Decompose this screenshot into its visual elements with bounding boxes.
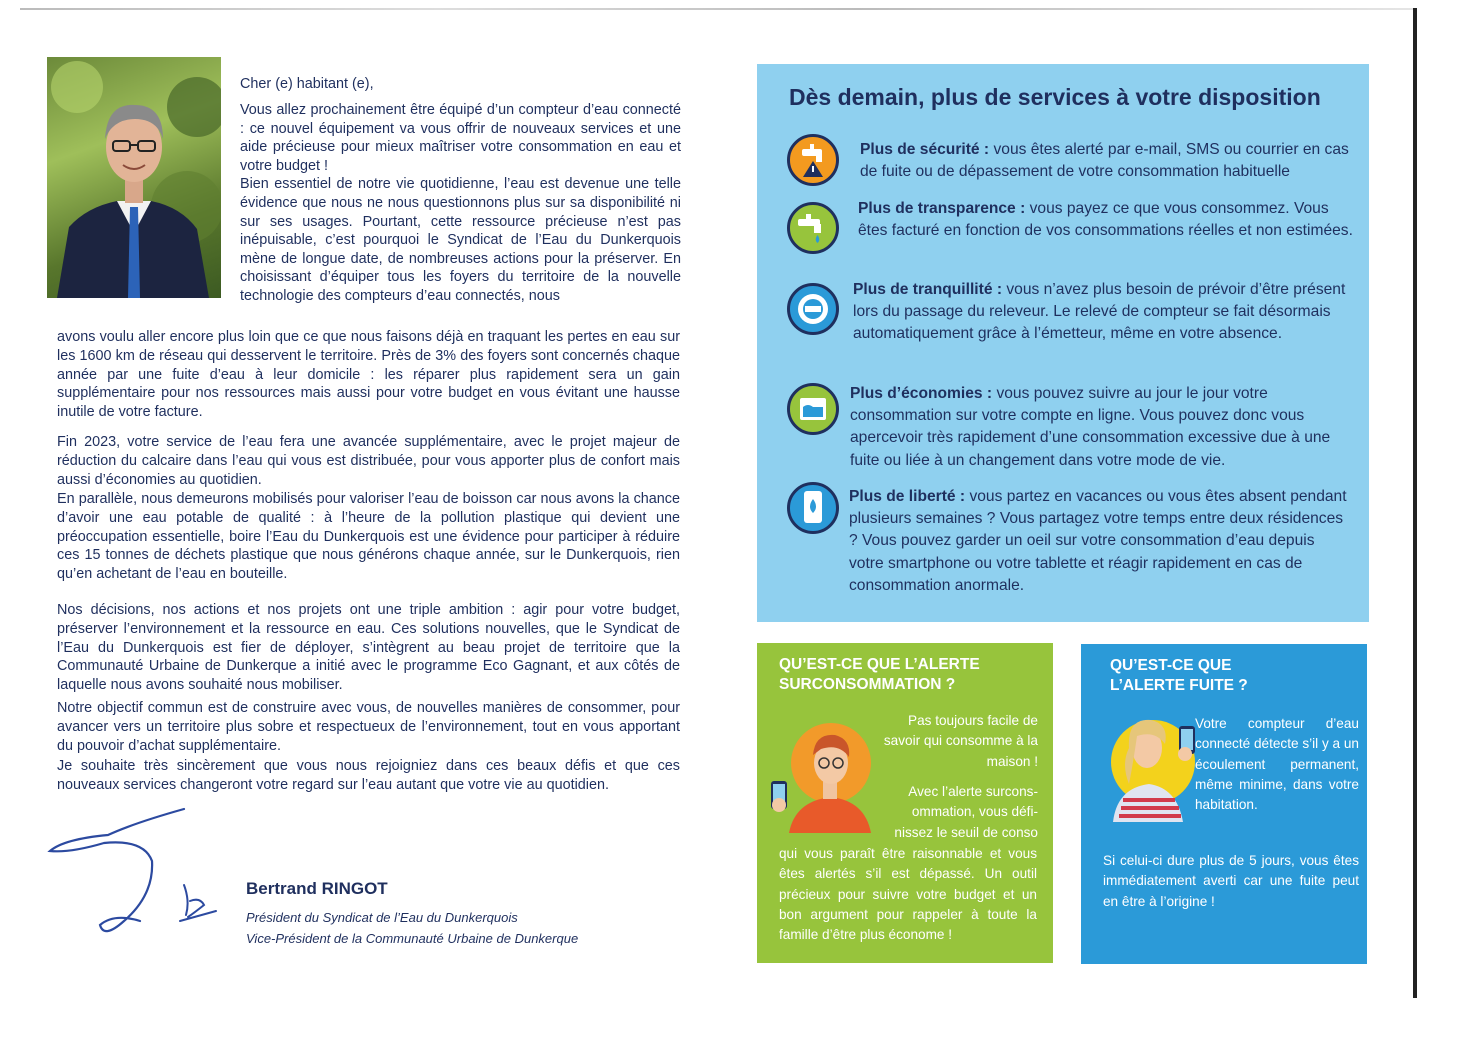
service-heading: Plus de tranquillité : bbox=[853, 281, 1003, 298]
leak-title bbox=[1110, 656, 1248, 696]
services-panel bbox=[757, 64, 1369, 622]
letter-paragraph-intro bbox=[240, 101, 681, 306]
signatory-role: Vice-Président de la Communauté Urbaine de Dunkerque bbox=[246, 931, 579, 946]
box-title-line: SURCONSOMMATION ? bbox=[779, 676, 956, 693]
letter-paragraph: avons voulu aller encore plus loin que ce que nous faisons déjà en traquant les pertes en eau sur les 1600 km de réseau qui desservent le territoire. Près de 3% des foyers sont concernés chaque année par une fuite d’eau à leur domicile : les réparer plus rapidement sera un gain supplémentaire pour nos ressources mais aussi pour votre budget en vous évitant une hausse inutile de votre facture. bbox=[57, 329, 680, 420]
leak-text: Si celui-ci dure plus de 5 jours, vous êtes immédiatement averti car une fuite peut en être à l’origine ! bbox=[1103, 853, 1359, 909]
letter-paragraph: Bien essentiel de notre vie quotidienne, l’eau est devenue une telle évidence que nous ne nous questionnons plus sur sa disponibilité ni sur ses usages. Pourtant, cette ressource précieuse n’est pas inépuisable, c’est pourquoi le Syndicat de l’Eau du Dunkerquois mène de longue date, de nombreuses actions pour la préserver. En choisissant d’équiper tous les foyers du territoire de la nouvelle technologie des compteurs d’eau connectés, nous bbox=[240, 176, 681, 304]
handwritten-signature bbox=[44, 805, 224, 945]
leak-text: Votre compteur d’eau connecté détecte s’il y a un écoulement permanent, même minime, dans votre habitation. bbox=[1195, 716, 1359, 813]
overconsumption-text: qui vous paraît être raisonnable et vous êtes alertés s’il est dépassé. Un outil précieux pour suivre votre budget et un bon argument pour rappeler à toute la famille d’être plus économe ! bbox=[779, 846, 1037, 943]
water-tap-alert-icon bbox=[787, 134, 839, 186]
signatory-name: Bertrand RINGOT bbox=[246, 879, 388, 898]
signatory-role: Président du Syndicat de l’Eau du Dunkerquois bbox=[246, 910, 518, 925]
service-item-transparency bbox=[858, 198, 1358, 242]
letter-paragraph: En parallèle, nous demeurons mobilisés pour valoriser l’eau de boisson car nous avons la chance d’avoir une eau potable de qualité : à l’heure de la pollution plastique qui devient une préoccupation essentielle, boire l’Eau du Dunkerquois est une évidence pour participer à réduire ces 15 tonnes de déchets plastique que nous générons chaque année, sur le Dunkerquois, rien qu’en achetant de l’eau en bouteille. bbox=[57, 491, 680, 582]
letter-paragraph: Nos décisions, nos actions et nos projets ont une triple ambition : agir pour votre budget, préserver l’environnement et la ressource en eau. Ces solutions nouvelles, que le Syndicat de l’Eau du Dunkerquois est fier de déployer, s’intègrent au beau projet de territoire que la Communauté Urbaine de Dunkerque a initié avec le programme Eco Gagnant, et aux côtés de laquelle nous avons souhaité nous mobiliser. bbox=[57, 602, 680, 693]
overconsumption-text: Avec l’alerte surcons-ommation, vous défi-nissez le seuil de conso bbox=[894, 784, 1038, 840]
service-heading: Plus d’économies : bbox=[850, 385, 993, 402]
box-title-line: QU’EST-CE QUE L’ALERTE bbox=[779, 656, 980, 673]
water-meter-icon bbox=[787, 283, 839, 335]
overconsumption-alert-box bbox=[757, 643, 1053, 963]
service-item-economies bbox=[850, 383, 1350, 472]
letter-paragraph: Vous allez prochainement être équipé d’un compteur d’eau connecté : ce nouvel équipement va vous offrir de nouveaux services et une aide précieuse pour mieux maîtriser votre consommation en eau et votre budget ! bbox=[240, 102, 681, 174]
letter-paragraph: Notre objectif commun est de construire avec vous, de nouvelles manières de consommer, pour avancer vers un territoire plus sobre et respectueux de l’environnement, tout en vous apportant du pouvoir d’achat supplémentaire. bbox=[57, 700, 680, 754]
service-item-liberty bbox=[849, 486, 1349, 597]
letter-paragraph: Fin 2023, votre service de l’eau fera une avancée supplémentaire, avec le projet majeur de réduction du calcaire dans l’eau qui vous est distribuée, pour vous apporter plus de confort mais aussi d’économies au quotidien. bbox=[57, 434, 680, 488]
letter-paragraph: Je souhaite très sincèrement que vous nous rejoigniez dans ces beaux défis et que ces nouveaux services changeront votre regard sur l’eau autant que votre vie au quotidien. bbox=[57, 758, 680, 793]
water-tap-icon bbox=[787, 202, 839, 254]
service-description: vous payez ce que vous consommez. Vous êtes facturé en fonction de vos consommations réelles et non estimées. bbox=[858, 200, 1353, 240]
letter-greeting: Cher (e) habitant (e), bbox=[240, 76, 374, 93]
water-level-icon bbox=[787, 383, 839, 435]
overconsumption-title bbox=[779, 655, 980, 695]
overconsumption-text: Pas toujours facile de savoir qui consomme à la maison ! bbox=[883, 713, 1038, 769]
scan-edge-right bbox=[1413, 8, 1417, 998]
service-item-security bbox=[860, 139, 1360, 183]
leak-alert-box bbox=[1081, 644, 1367, 964]
box-title-line: L’ALERTE FUITE ? bbox=[1110, 677, 1248, 694]
scan-edge-top bbox=[20, 8, 1415, 10]
smartphone-drop-icon bbox=[787, 482, 839, 534]
box-title-line: QU’EST-CE QUE bbox=[1110, 657, 1232, 674]
service-heading: Plus de sécurité : bbox=[860, 141, 990, 158]
service-item-tranquility bbox=[853, 279, 1353, 346]
service-description: vous partez en vacances ou vous êtes absent pendant plusieurs semaines ? Vous partagez votre temps entre deux résidences ? Vous pouvez garder un oeil sur votre consommation d’eau depuis votre smartphone ou votre tablette et réagir rapidement en cas de consommation anormale. bbox=[849, 488, 1347, 594]
service-heading: Plus de liberté : bbox=[849, 488, 966, 505]
service-heading: Plus de transparence : bbox=[858, 200, 1026, 217]
services-title: Dès demain, plus de services à votre disposition bbox=[789, 84, 1321, 110]
service-description: vous êtes alerté par e-mail, SMS ou courrier en cas de fuite ou de dépassement de votre consommation habituelle bbox=[860, 141, 1349, 181]
service-description: vous pouvez suivre au jour le jour votre consommation sur votre compte en ligne. Vous pouvez donc vous apercevoir très rapidement d’une consommation excessive due à une fuite ou liée à un changement dans votre mode de vie. bbox=[850, 385, 1331, 469]
man-with-phone-illustration bbox=[765, 709, 883, 833]
portrait-photo bbox=[47, 57, 221, 298]
service-description: vous n’avez plus besoin de prévoir d’être présent lors du passage du releveur. Le relevé de compteur se fait désormais automatiquement grâce à l’émetteur, même en votre absence. bbox=[853, 281, 1346, 343]
